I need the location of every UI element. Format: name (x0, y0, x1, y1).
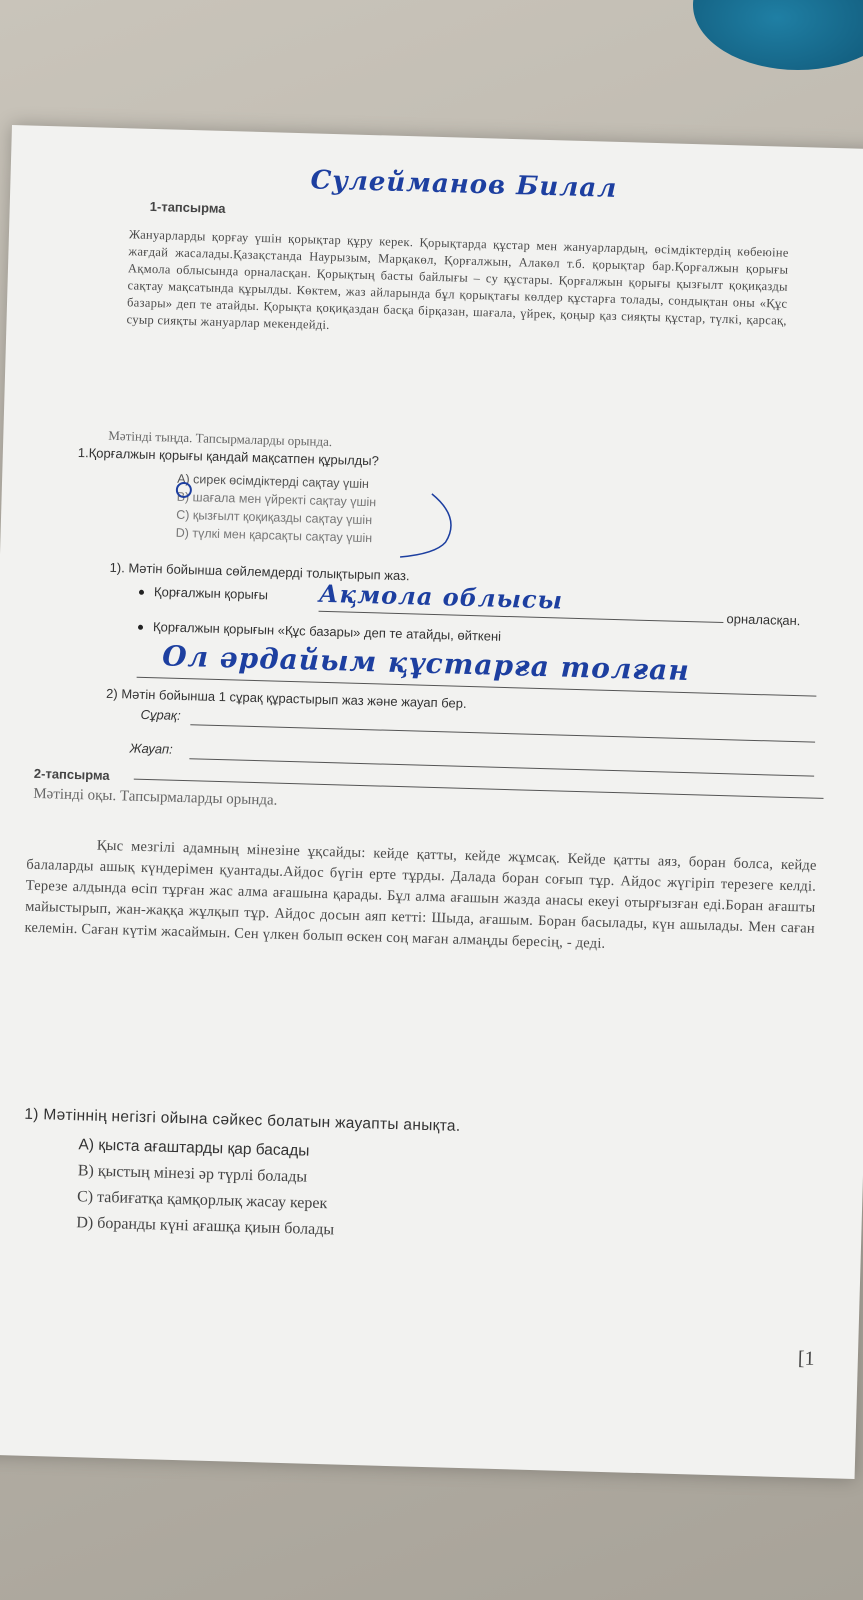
worksheet-page (0, 125, 863, 1479)
task1-heading: 1-тапсырма (149, 198, 226, 216)
task1-question1: 1.Қорғалжын қорығы қандай мақсатпен құрылды? (77, 444, 380, 469)
task2-options (76, 1132, 337, 1243)
task1-question2: 1). Мәтін бойынша сөйлемдерді толықтырып жаз. (109, 559, 410, 584)
task2-paragraph: Қыс мезгілі адамның мінезіне ұқсайды: кейде қатты, кейде жұмсақ. Кейде қатты аяз, боран болса, кейде балаларды ашық күндерімен қуантады.Айдос бүгін ерте тұрды. Далада боран соғып тұр. Айдос жүгіріп терезеге келді. Терезе алдында өсіп тұрған жас алма ағашына қарады. Бұл алма ағашын жазда анасы екеуі отырғызған еді.Боран ағашты майыстырып, жан-жаққа жұлқып тұр. Айдос досын аяп кетті: Шыда, ағашым. Боран басылады, күн ашылады. Мен саған келемін. Саған күтім жасаймын. Сен үлкен болып өскен соң маған алмаңды бересің, - деді. (24, 837, 817, 952)
task2-heading: 2-тапсырма (33, 765, 110, 783)
task2-option-b: B) қыстың мінезі әр түрлі болады (77, 1162, 308, 1186)
task2-instruction: Мәтінді оқы. Тапсырмаларды орында. (33, 785, 278, 809)
bullet2-handwritten-answer: Ол әрдайым құстарға толған (161, 639, 691, 688)
task2-option-c: C) табиғатқа қамқорлық жасау керек (76, 1188, 328, 1213)
task1-paragraph: Жануарларды қорғау үшін қорықтар құру керек. Қорықтарда құстар мен жануарлардың, өсімдіктердің көбеюіне жағдай жасалады.Қазақстанда Наурызым, Марқакөл, Қорғалжын, Алакөл т.б. қорықтар бар.Қорғалжын қорығы Ақмола облысында орналасқан. Қорықтың басты байлығы – су құстары. Қорғалжын қорығы қызғылт қоқиқазды сақтау мақсатында құрылды. Көктем, жаз айларында бұл қорықтағы көлдер құстарға толады, сондықтан оны «Құс базары» деп те атайды. Қорықта қоқиқаздан басқа бірқазан, шағала, үйрек, қоңыр қаз сияқты құстар, түлкі, қарсақ, суыр сияқты жануарлар мекендейді. (126, 227, 789, 332)
bullet-dot (138, 625, 143, 630)
bullet1-handwritten-answer: Ақмола облысы (318, 578, 564, 615)
task1-instruction: Мәтінді тыңда. Тапсырмаларды орында. (108, 427, 333, 450)
answer-label: Жауап: (129, 740, 173, 757)
answer-answer-line (189, 758, 814, 776)
task1-question3: 2) Мәтін бойынша 1 сұрақ құрастырып жаз және жауап бер. (105, 685, 467, 711)
task1-option-a: A) сирек өсімдіктерді сақтау үшін (176, 471, 370, 492)
question-label: Сұрақ: (140, 706, 181, 723)
task2-option-a: A) қыста ағаштарды қар басады (78, 1136, 310, 1160)
task1-option-b: B) шағала мен үйректі сақтау үшін (176, 489, 377, 510)
bullet1-text: Қорғалжын қорығы (153, 584, 269, 603)
page-number: [1 (797, 1347, 815, 1370)
bullet2-text: Қорғалжын қорығын «Құс базары» деп те атайды, өйткені (152, 619, 502, 644)
task2-question1: 1) Мәтіннің негізгі ойына сәйкес болатын жауапты анықта. (24, 1105, 461, 1135)
bullet1-ending: орналасқан. (726, 611, 801, 629)
bullet-dot (139, 590, 144, 595)
question-answer-line (190, 724, 815, 742)
task2-option-d: D) боранды күні ағашқа қиын болады (76, 1214, 335, 1239)
task1-option-d: D) түлкі мен қарсақты сақтау үшін (175, 525, 373, 546)
task1-option-c: C) қызғылт қоқиқазды сақтау үшін (175, 507, 373, 528)
answer-circle-mark (160, 464, 482, 563)
student-name: Сулейманов Билал (310, 165, 618, 204)
